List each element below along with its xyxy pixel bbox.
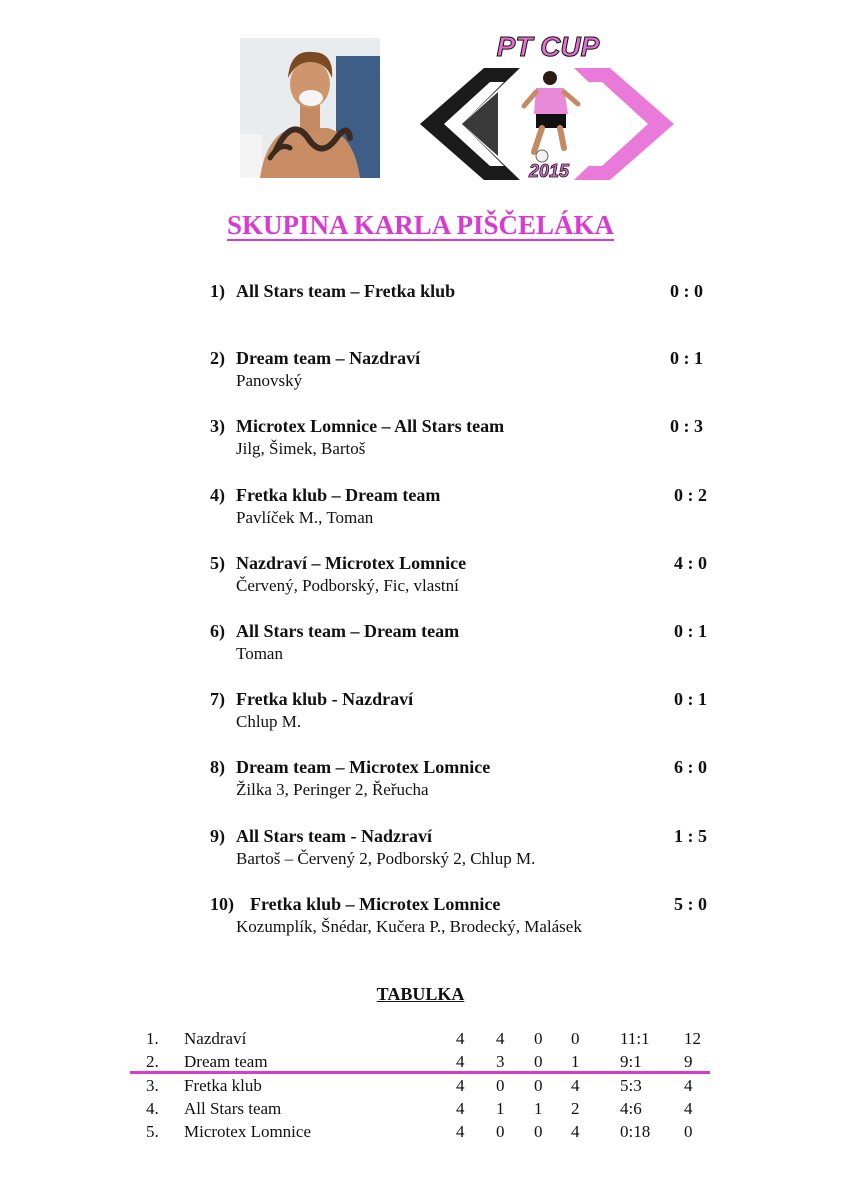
match-score: 0 : 1 xyxy=(674,689,707,709)
logo-year: 2015 xyxy=(528,161,570,181)
drawn-cell: 1 xyxy=(534,1099,543,1118)
match-score: 5 : 0 xyxy=(674,894,707,914)
team-cell: All Stars team xyxy=(184,1099,282,1118)
team-cell: Nazdraví xyxy=(184,1029,247,1048)
won-cell: 4 xyxy=(496,1029,505,1048)
points-cell: 0 xyxy=(684,1122,693,1141)
won-cell: 3 xyxy=(496,1052,505,1071)
person-photo xyxy=(240,38,380,178)
match-number: 6) xyxy=(210,621,225,641)
points-cell: 4 xyxy=(684,1099,693,1118)
lost-cell: 0 xyxy=(571,1029,580,1048)
team-cell: Fretka klub xyxy=(184,1076,262,1095)
group-title: SKUPINA KARLA PIŠČELÁKA xyxy=(226,210,615,240)
match-scorers: Panovský xyxy=(236,371,303,390)
table-row xyxy=(0,1099,841,1122)
table-row xyxy=(0,1122,841,1145)
match-number: 1) xyxy=(210,281,225,301)
match-scorers: Kozumplík, Šnédar, Kučera P., Brodecký, Malásek xyxy=(236,917,582,936)
match-score: 0 : 1 xyxy=(670,348,703,368)
match-scorers: Chlup M. xyxy=(236,712,302,731)
played-cell: 4 xyxy=(456,1076,465,1095)
played-cell: 4 xyxy=(456,1099,465,1118)
played-cell: 4 xyxy=(456,1052,465,1071)
match-score: 4 : 0 xyxy=(674,553,707,573)
lost-cell: 2 xyxy=(571,1099,580,1118)
match-number: 3) xyxy=(210,416,225,436)
match-score: 0 : 0 xyxy=(670,281,703,301)
lost-cell: 4 xyxy=(571,1122,580,1141)
goals-cell: 4:6 xyxy=(620,1099,642,1118)
match-title: All Stars team – Dream team xyxy=(236,621,460,641)
goals-cell: 0:18 xyxy=(620,1122,651,1141)
match-scorers: Červený, Podborský, Fic, vlastní xyxy=(236,576,459,595)
played-cell: 4 xyxy=(456,1122,465,1141)
lost-cell: 1 xyxy=(571,1052,580,1071)
rank-cell: 5. xyxy=(146,1122,159,1141)
rank-cell: 3. xyxy=(146,1076,159,1095)
match-score: 0 : 1 xyxy=(674,621,707,641)
goals-cell: 5:3 xyxy=(620,1076,642,1095)
match-score: 6 : 0 xyxy=(674,757,707,777)
rank-cell: 1. xyxy=(146,1029,159,1048)
match-title: Dream team – Microtex Lomnice xyxy=(236,757,491,777)
match-scorers: Jilg, Šimek, Bartoš xyxy=(236,439,366,458)
match-score: 0 : 2 xyxy=(674,485,707,505)
points-cell: 4 xyxy=(684,1076,693,1095)
match-scorers: Pavlíček M., Toman xyxy=(236,508,374,527)
table-heading: TABULKA xyxy=(376,984,465,1004)
match-title: All Stars team – Fretka klub xyxy=(236,281,456,301)
match-title: Fretka klub – Microtex Lomnice xyxy=(250,894,501,914)
match-number: 7) xyxy=(210,689,225,709)
match-title: Nazdraví – Microtex Lomnice xyxy=(236,553,467,573)
drawn-cell: 0 xyxy=(534,1076,543,1095)
table-row xyxy=(0,1076,841,1099)
lost-cell: 4 xyxy=(571,1076,580,1095)
points-cell: 9 xyxy=(684,1052,693,1071)
match-number: 9) xyxy=(210,826,225,846)
qualification-divider xyxy=(130,1071,710,1074)
match-number: 4) xyxy=(210,485,225,505)
match-title: Fretka klub – Dream team xyxy=(236,485,441,505)
match-title: Fretka klub - Nazdraví xyxy=(236,689,414,709)
match-title: Dream team – Nazdraví xyxy=(236,348,421,368)
team-cell: Dream team xyxy=(184,1052,268,1071)
won-cell: 0 xyxy=(496,1122,505,1141)
table-row xyxy=(0,1029,841,1052)
match-number: 8) xyxy=(210,757,225,777)
team-cell: Microtex Lomnice xyxy=(184,1122,311,1141)
drawn-cell: 0 xyxy=(534,1122,543,1141)
won-cell: 1 xyxy=(496,1099,505,1118)
match-score: 1 : 5 xyxy=(674,826,707,846)
pt-cup-logo xyxy=(418,32,676,184)
match-score: 0 : 3 xyxy=(670,416,703,436)
goals-cell: 11:1 xyxy=(620,1029,650,1048)
rank-cell: 2. xyxy=(146,1052,159,1071)
logo-title: PT CUP xyxy=(496,32,600,62)
match-scorers: Bartoš – Červený 2, Podborský 2, Chlup M. xyxy=(236,849,536,868)
drawn-cell: 0 xyxy=(534,1029,543,1048)
goals-cell: 9:1 xyxy=(620,1052,642,1071)
points-cell: 12 xyxy=(684,1029,701,1048)
match-number: 5) xyxy=(210,553,225,573)
match-scorers: Žilka 3, Peringer 2, Řeřucha xyxy=(236,780,429,799)
match-title: All Stars team - Nadzraví xyxy=(236,826,432,846)
played-cell: 4 xyxy=(456,1029,465,1048)
won-cell: 0 xyxy=(496,1076,505,1095)
match-title: Microtex Lomnice – All Stars team xyxy=(236,416,505,436)
match-number: 2) xyxy=(210,348,225,368)
match-number: 10) xyxy=(210,894,234,914)
match-scorers: Toman xyxy=(236,644,283,663)
rank-cell: 4. xyxy=(146,1099,159,1118)
drawn-cell: 0 xyxy=(534,1052,543,1071)
